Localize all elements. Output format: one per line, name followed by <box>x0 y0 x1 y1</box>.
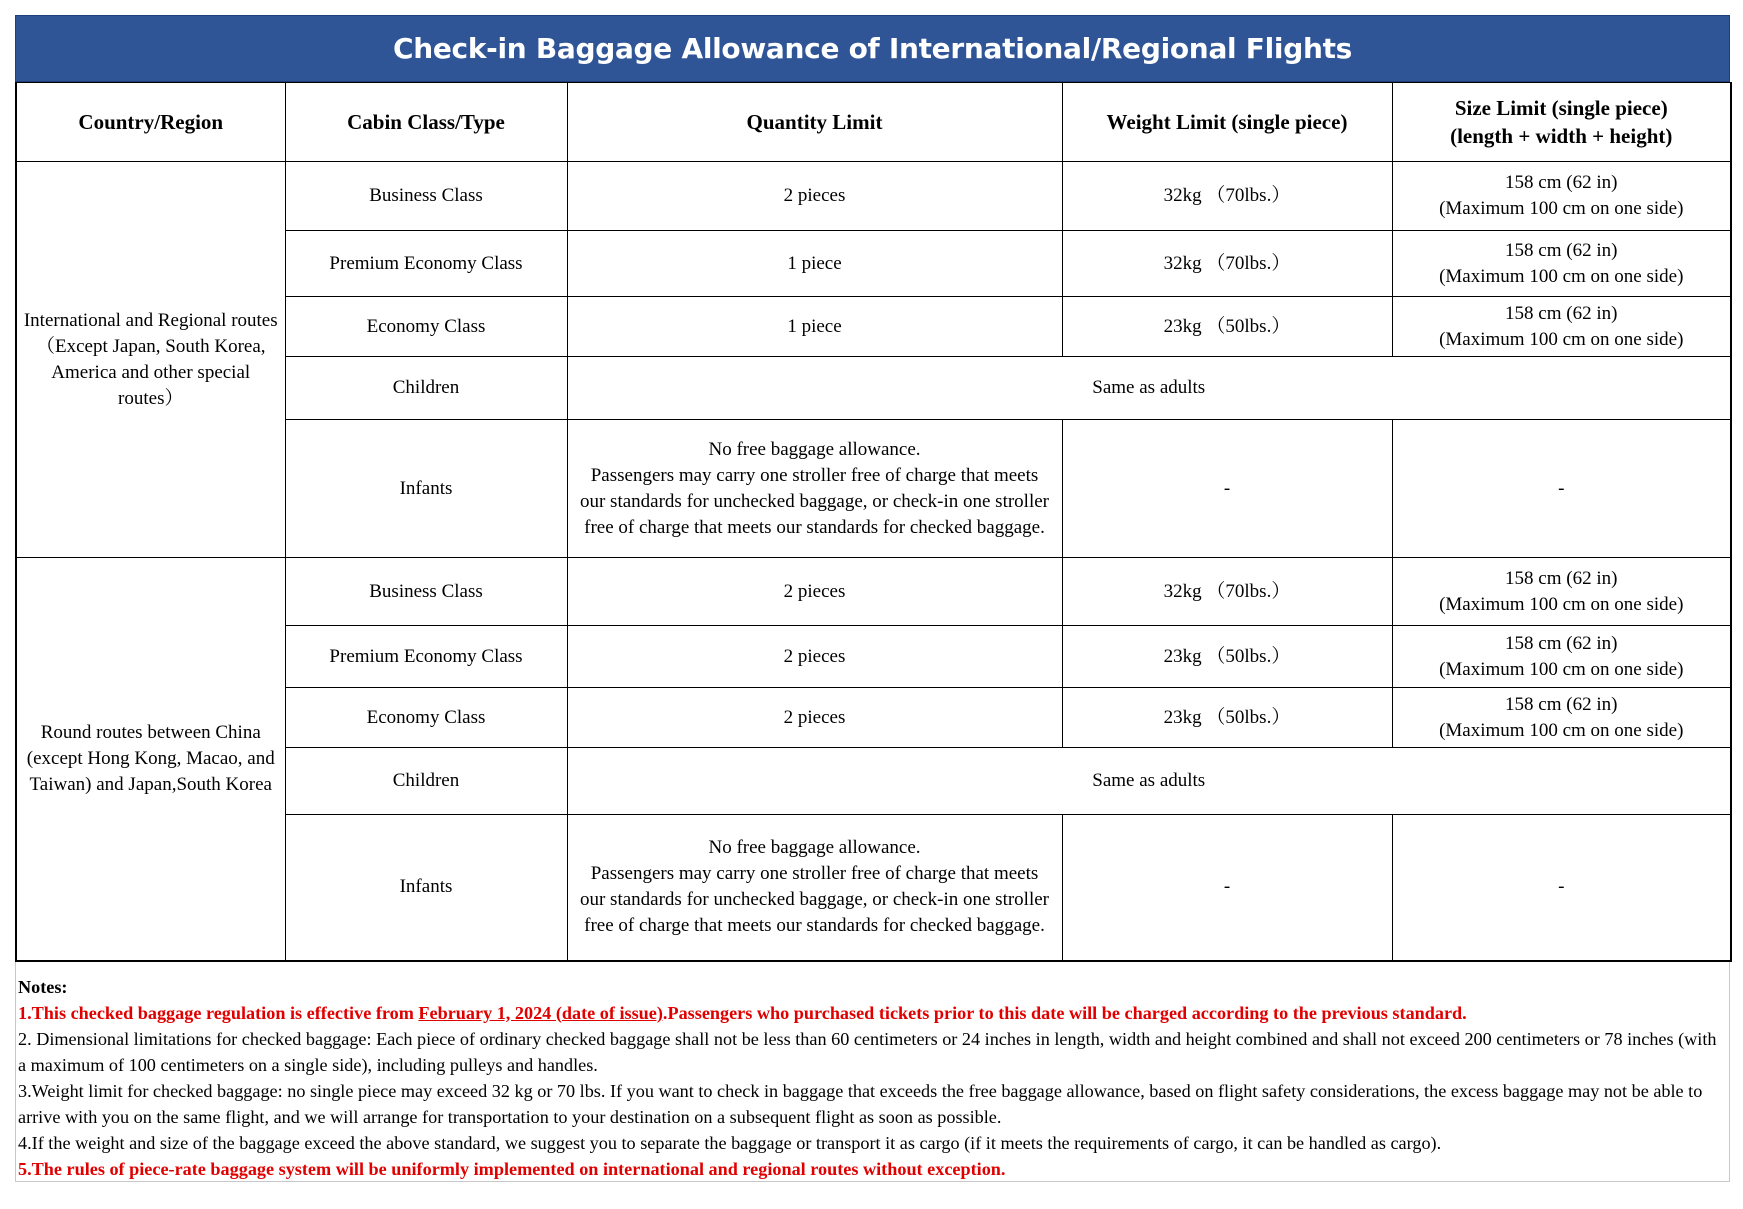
cabin-cell: Economy Class <box>285 688 567 748</box>
page-title: Check-in Baggage Allowance of International/Regional Flights <box>15 15 1730 82</box>
weight-cell: 32kg （70lbs.） <box>1062 558 1392 626</box>
size-cell: 158 cm (62 in) (Maximum 100 cm on one side) <box>1392 688 1731 748</box>
weight-cell: 32kg （70lbs.） <box>1062 231 1392 297</box>
note-2: 2. Dimensional limitations for checked baggage: Each piece of ordinary checked baggage shall not be less than 60 centimeters or 24 inches in length, width and height combined and shall not exceed 200 centimeters or 78 inches (with a maximum of 100 centimeters on a single side), including pulleys and handles. <box>18 1028 1717 1075</box>
header-weight: Weight Limit (single piece) <box>1062 83 1392 162</box>
quantity-cell: 2 pieces <box>567 558 1062 626</box>
note-3: 3.Weight limit for checked baggage: no single piece may exceed 32 kg or 70 lbs. If you want to check in baggage that exceeds the free baggage allowance, based on flight safety considerations, the excess baggage may not be able to arrive with you on the same flight, and we will arrange for transportation to your destination on a subsequent flight as soon as possible. <box>18 1080 1703 1127</box>
infant-policy-cell: No free baggage allowance. Passengers may carry one stroller free of charge that meets our standards for unchecked baggage, or check-in one stroller free of charge that meets our standards for checked baggage. <box>567 815 1062 961</box>
size-cell: 158 cm (62 in) (Maximum 100 cm on one side) <box>1392 162 1731 231</box>
children-value-cell: Same as adults <box>567 357 1731 420</box>
size-cell: 158 cm (62 in) (Maximum 100 cm on one side) <box>1392 231 1731 297</box>
header-cabin: Cabin Class/Type <box>285 83 567 162</box>
size-cell: 158 cm (62 in) (Maximum 100 cm on one side) <box>1392 297 1731 357</box>
cabin-cell: Premium Economy Class <box>285 626 567 688</box>
children-value-cell: Same as adults <box>567 748 1731 815</box>
header-size-line1: Size Limit (single piece) <box>1454 96 1668 120</box>
cabin-cell: Infants <box>285 815 567 961</box>
cabin-cell: Business Class <box>285 162 567 231</box>
notes-section <box>15 962 1730 1182</box>
note-4: 4.If the weight and size of the baggage exceed the above standard, we suggest you to separate the baggage or transport it as cargo (if it meets the requirements of cargo, it can be handled as cargo). <box>18 1132 1442 1153</box>
header-size-line2: (length + width + height) <box>1450 124 1673 148</box>
note-1: 1.This checked baggage regulation is effective from February 1, 2024 (date of issue).Passengers who purchased tickets prior to this date will be charged according to the previous standard. <box>18 1002 1467 1023</box>
cabin-cell: Premium Economy Class <box>285 231 567 297</box>
weight-cell: 23kg （50lbs.） <box>1062 626 1392 688</box>
cabin-cell: Economy Class <box>285 297 567 357</box>
cabin-cell: Children <box>285 748 567 815</box>
notes-heading: Notes: <box>18 976 68 997</box>
header-country: Country/Region <box>16 83 285 162</box>
allowance-table <box>15 82 1732 962</box>
cabin-cell: Infants <box>285 420 567 558</box>
weight-cell: - <box>1062 420 1392 558</box>
quantity-cell: 2 pieces <box>567 688 1062 748</box>
size-cell: 158 cm (62 in) (Maximum 100 cm on one side) <box>1392 558 1731 626</box>
size-cell: 158 cm (62 in) (Maximum 100 cm on one side) <box>1392 626 1731 688</box>
size-cell: - <box>1392 815 1731 961</box>
size-cell: - <box>1392 420 1731 558</box>
baggage-allowance-document <box>15 15 1730 1182</box>
region-cell-china-japan-korea: Round routes between China (except Hong Kong, Macao, and Taiwan) and Japan,South Korea <box>16 558 285 961</box>
weight-cell: - <box>1062 815 1392 961</box>
header-row <box>16 83 1731 162</box>
infant-policy-cell: No free baggage allowance. Passengers may carry one stroller free of charge that meets our standards for unchecked baggage, or check-in one stroller free of charge that meets our standards for checked baggage. <box>567 420 1062 558</box>
quantity-cell: 2 pieces <box>567 626 1062 688</box>
quantity-cell: 2 pieces <box>567 162 1062 231</box>
header-size <box>1392 83 1731 162</box>
header-quantity: Quantity Limit <box>567 83 1062 162</box>
quantity-cell: 1 piece <box>567 297 1062 357</box>
note-5: 5.The rules of piece-rate baggage system will be uniformly implemented on international and regional routes without exception. <box>18 1158 1006 1179</box>
weight-cell: 32kg （70lbs.） <box>1062 162 1392 231</box>
weight-cell: 23kg （50lbs.） <box>1062 688 1392 748</box>
table-row <box>16 558 1731 626</box>
weight-cell: 23kg （50lbs.） <box>1062 297 1392 357</box>
quantity-cell: 1 piece <box>567 231 1062 297</box>
cabin-cell: Children <box>285 357 567 420</box>
effective-date: February 1, 2024 (date of issue) <box>418 1002 663 1023</box>
table-row <box>16 162 1731 231</box>
cabin-cell: Business Class <box>285 558 567 626</box>
region-cell-international: International and Regional routes （Except Japan, South Korea, America and other special routes） <box>16 162 285 558</box>
